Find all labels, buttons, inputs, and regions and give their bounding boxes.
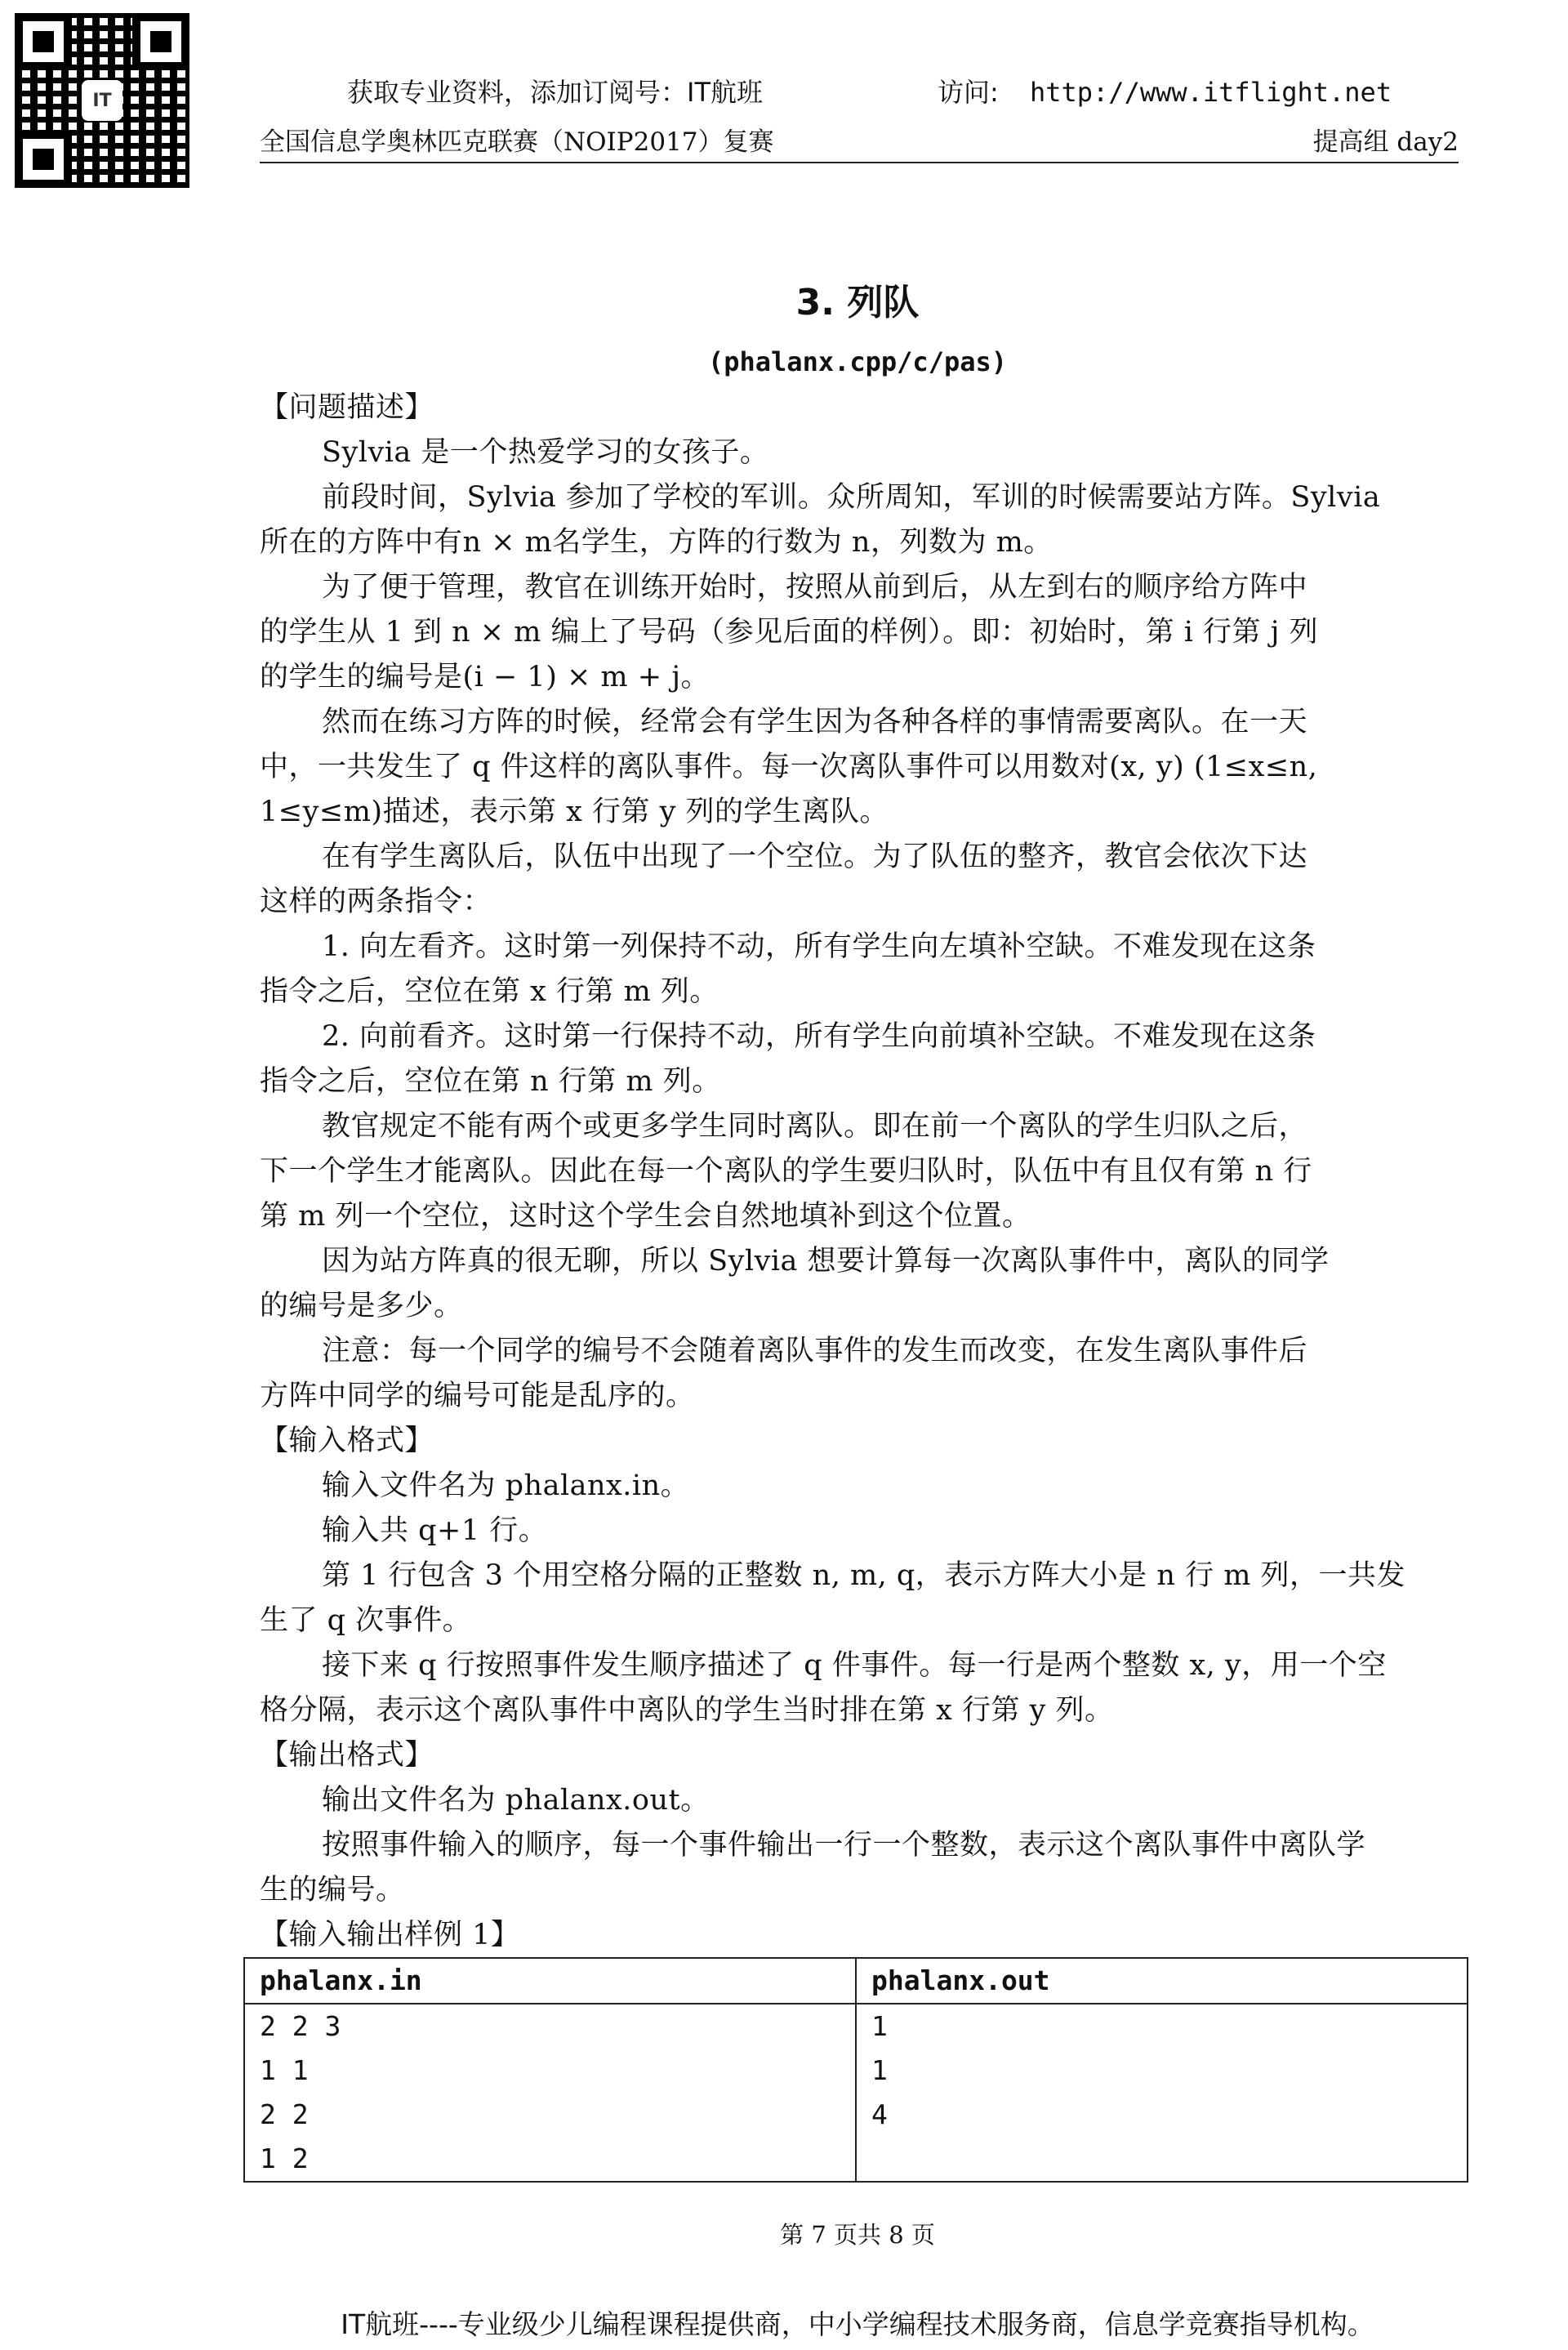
body-line: 第 1 行包含 3 个用空格分隔的正整数 n, m, q，表示方阵大小是 n 行 m 列，一共发	[322, 1559, 1406, 1592]
body-line: 1. 向左看齐。这时第一列保持不动，所有学生向左填补空缺。不难发现在这条	[322, 930, 1316, 963]
sample-input-line: 2 2 3	[260, 2010, 341, 2042]
visit-banner	[938, 72, 1392, 109]
body-line: 教官规定不能有两个或更多学生同时离队。即在前一个离队的学生归队之后，	[322, 1110, 1308, 1143]
body-line: 输入文件名为 phalanx.in。	[322, 1469, 690, 1502]
body-line: 所在的方阵中有n × m名学生，方阵的行数为 n，列数为 m。	[260, 526, 1053, 559]
qr-logo: IT	[82, 80, 122, 121]
body-line: 指令之后，空位在第 n 行第 m 列。	[260, 1065, 721, 1098]
qr-code	[15, 13, 189, 188]
body-line: 【问题描述】	[260, 391, 434, 424]
problem-title: 3. 列队	[795, 282, 920, 323]
site-url[interactable]: http://www.itflight.net	[1029, 77, 1392, 108]
sample-input-cell	[244, 2004, 856, 2182]
body-line: 输入共 q+1 行。	[322, 1514, 548, 1547]
body-line: 为了便于管理，教官在训练开始时，按照从前到后，从左到右的顺序给方阵中	[322, 571, 1308, 604]
body-line: 1≤y≤m)描述，表示第 x 行第 y 列的学生离队。	[260, 796, 889, 828]
sample-input-header: phalanx.in	[244, 1958, 856, 2004]
qr-finder-bottom-left	[15, 131, 72, 188]
contest-name: 全国信息学奥林匹克联赛（NOIP2017）复赛	[260, 127, 774, 157]
page-header	[260, 121, 1459, 163]
page-number: 第 7 页共 8 页	[780, 2221, 935, 2249]
problem-body	[260, 386, 1459, 1958]
sample-input-line: 1 2	[260, 2143, 309, 2174]
body-line: 注意：每一个同学的编号不会随着离队事件的发生而改变，在发生离队事件后	[322, 1335, 1308, 1367]
sample-output-cell	[856, 2004, 1468, 2182]
visit-label: 访问:	[938, 77, 999, 108]
body-line: 前段时间，Sylvia 参加了学校的军训。众所周知，军训的时候需要站方阵。Sylvia	[322, 481, 1381, 514]
footer-slogan: IT航班----专业级少儿编程课程提供商，中小学编程技术服务商，信息学竞赛指导机构。	[341, 2308, 1374, 2340]
sample-output-line: 1	[871, 2054, 888, 2086]
body-line: 第 m 列一个空位，这时这个学生会自然地填补到这个位置。	[260, 1200, 1031, 1233]
body-line: Sylvia 是一个热爱学习的女孩子。	[322, 436, 769, 469]
body-line: 中，一共发生了 q 件这样的离队事件。每一次离队事件可以用数对(x, y) (1≤x≤n,	[260, 751, 1318, 783]
body-line: 接下来 q 行按照事件发生顺序描述了 q 件事件。每一行是两个整数 x, y，用一个空	[322, 1649, 1387, 1682]
body-line: 指令之后，空位在第 x 行第 m 列。	[260, 975, 719, 1008]
sample-input-line: 2 2	[260, 2098, 309, 2130]
body-line: 格分隔，表示这个离队事件中离队的学生当时排在第 x 行第 y 列。	[260, 1694, 1114, 1727]
sample-io-table	[243, 1957, 1468, 2183]
body-line: 输出文件名为 phalanx.out。	[322, 1784, 710, 1817]
qr-finder-top-right	[132, 13, 189, 70]
body-line: 【输入格式】	[260, 1425, 434, 1457]
sample-body-row	[244, 2004, 1468, 2182]
body-line: 因为站方阵真的很无聊，所以 Sylvia 想要计算每一次离队事件中，离队的同学	[322, 1245, 1330, 1278]
sample-input-line: 1 1	[260, 2054, 309, 2086]
body-line: 在有学生离队后，队伍中出现了一个空位。为了队伍的整齐，教官会依次下达	[322, 841, 1308, 873]
sample-header-row	[244, 1958, 1468, 2004]
body-line: 方阵中同学的编号可能是乱序的。	[260, 1380, 695, 1412]
sample-output-line: 1	[871, 2010, 888, 2042]
qr-finder-top-left	[15, 13, 72, 70]
body-line: 生了 q 次事件。	[260, 1604, 472, 1637]
body-line: 【输入输出样例 1】	[260, 1919, 520, 1951]
body-line: 生的编号。	[260, 1874, 405, 1906]
body-line: 按照事件输入的顺序，每一个事件输出一行一个整数，表示这个离队事件中离队学	[322, 1829, 1366, 1862]
body-line: 然而在练习方阵的时候，经常会有学生因为各种各样的事情需要离队。在一天	[322, 706, 1308, 738]
body-line: 的学生从 1 到 n × m 编上了号码（参见后面的样例）。即：初始时，第 i 行第 j 列	[260, 616, 1319, 649]
subscribe-banner: 获取专业资料，添加订阅号：IT航班	[347, 77, 763, 108]
body-line: 的学生的编号是(i − 1) × m + j。	[260, 661, 710, 693]
body-line: 2. 向前看齐。这时第一行保持不动，所有学生向前填补空缺。不难发现在这条	[322, 1020, 1316, 1053]
sample-output-line: 4	[871, 2098, 888, 2130]
body-line: 下一个学生才能离队。因此在每一个离队的学生要归队时，队伍中有且仅有第 n 行	[260, 1155, 1312, 1188]
body-line: 这样的两条指令：	[260, 885, 492, 918]
body-line: 【输出格式】	[260, 1739, 434, 1772]
body-line: 的编号是多少。	[260, 1290, 463, 1322]
contest-group: 提高组 day2	[1312, 127, 1459, 157]
sample-output-header: phalanx.out	[856, 1958, 1468, 2004]
problem-filenames: (phalanx.cpp/c/pas)	[707, 346, 1008, 377]
